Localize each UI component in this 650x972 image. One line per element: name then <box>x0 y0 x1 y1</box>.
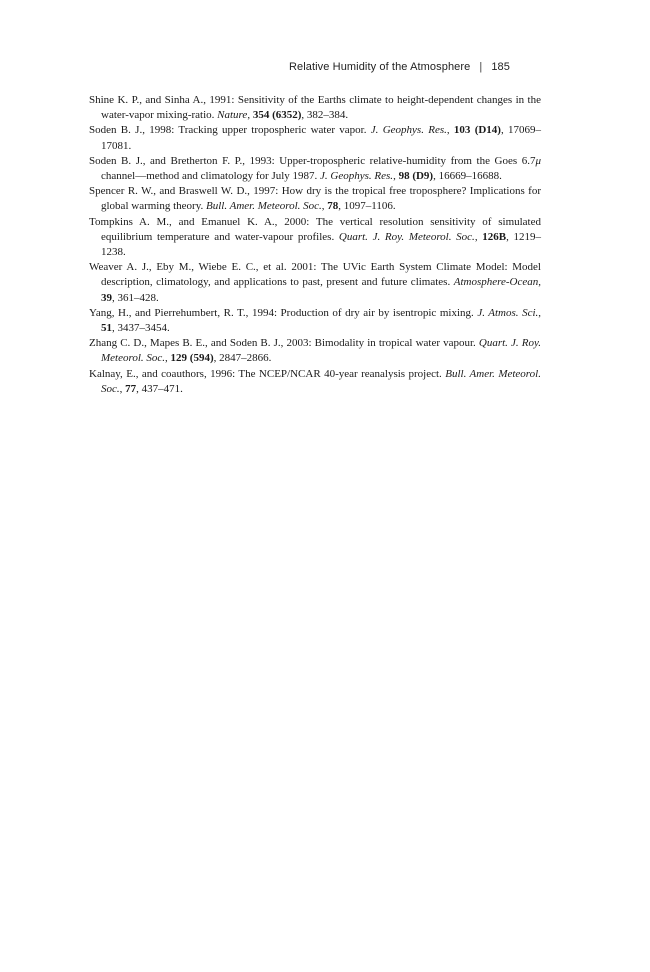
reference-entry <box>89 184 541 214</box>
reference-text: , 361–428. <box>112 291 159 304</box>
reference-journal: Atmosphere-Ocean <box>453 276 539 289</box>
reference-volume: 103 <box>453 124 471 137</box>
page-number: 185 <box>491 61 510 73</box>
reference-entry <box>89 367 541 397</box>
reference-text: channel—method and climatology for July 1987. <box>101 170 321 183</box>
reference-text: Kalnay, E., and coauthors, 1996: The NCEP/NCAR 40-year reanalysis project. <box>89 367 446 380</box>
reference-text: Soden B. J., 1998: Tracking upper tropospheric water vapor. <box>89 124 371 137</box>
running-header <box>289 61 510 73</box>
reference-text: , <box>393 170 399 183</box>
reference-text: , <box>247 109 253 122</box>
reference-journal: Quart. J. Roy. Meteorol. Soc. <box>338 230 475 243</box>
reference-entry <box>89 260 541 306</box>
reference-volume: 77 <box>125 382 137 395</box>
reference-text: Shine K. P., and Sinha A., 1991: Sensitivity of the Earths climate to height-dependent changes in the water-vapor mixing-ratio. <box>89 94 541 122</box>
reference-journal: J. Geophys. Res. <box>320 170 394 183</box>
reference-text: Yang, H., and Pierrehumbert, R. T., 1994: Production of dry air by isentropic mixing. <box>89 306 478 319</box>
reference-entry <box>89 215 541 261</box>
reference-text: , <box>474 230 483 243</box>
reference-volume: 98 (D9) <box>398 170 434 183</box>
reference-entry <box>89 336 541 366</box>
reference-journal: Quart. J. Roy. Meteorol. Soc. <box>101 337 541 365</box>
reference-journal: μ <box>535 154 541 167</box>
reference-text: , <box>446 124 454 137</box>
reference-text: , <box>165 352 171 365</box>
reference-volume: 354 (6352) <box>252 109 302 122</box>
reference-text: Zhang C. D., Mapes B. E., and Soden B. J., 2003: Bimodality in tropical water vapour. <box>89 337 479 350</box>
header-separator: | <box>479 61 483 73</box>
reference-volume: 51 <box>101 322 112 335</box>
reference-text: , 16669–16688. <box>433 170 502 183</box>
reference-volume: 78 <box>327 200 339 213</box>
reference-text: Soden B. J., and Bretherton F. P., 1993: Upper-tropospheric relative-humidity from the Goes 6.7 <box>89 154 536 167</box>
reference-text: , <box>538 306 542 319</box>
reference-text: , 17069–17081. <box>101 124 542 152</box>
reference-journal: J. Geophys. Res. <box>370 124 447 137</box>
reference-text: , 382–384. <box>301 109 349 122</box>
reference-journal: Bull. Amer. Meteorol. Soc. <box>101 367 541 395</box>
reference-text: , <box>538 276 541 289</box>
reference-text: , 2847–2866. <box>213 352 272 365</box>
reference-text: Weaver A. J., Eby M., Wiebe E. C., et al. 2001: The UVic Earth System Climate Model: Model description, climatology, and applications to past, present and future climates. <box>89 261 541 289</box>
reference-text: Spencer R. W., and Braswell W. D., 1997: How dry is the tropical free troposphere? Implications for global warming theory. <box>89 185 541 213</box>
reference-journal: Bull. Amer. Meteorol. Soc. <box>205 200 322 213</box>
reference-entry <box>89 93 541 123</box>
reference-text: , 1097–1106. <box>338 200 396 213</box>
reference-entry <box>89 154 541 184</box>
reference-journal: J. Atmos. Sci. <box>477 306 539 319</box>
reference-text: , 1219–1238. <box>101 230 542 259</box>
reference-entry <box>89 306 541 336</box>
reference-entry <box>89 123 541 153</box>
reference-text: , 3437–3454. <box>112 322 170 335</box>
reference-text: Tompkins A. M., and Emanuel K. A., 2000: The vertical resolution sensitivity of simulated equilibrium temperature and water-vapour profiles. <box>89 215 541 243</box>
reference-text: , 437–471. <box>136 382 183 395</box>
reference-journal: Nature <box>217 109 248 122</box>
reference-text: , <box>119 382 126 395</box>
running-title: Relative Humidity of the Atmosphere <box>288 61 471 73</box>
reference-volume: (D14) <box>474 124 501 137</box>
reference-text: , <box>321 200 328 213</box>
reference-volume: 129 (594) <box>170 352 214 365</box>
reference-list <box>89 93 541 397</box>
reference-volume: 126B <box>482 230 507 243</box>
reference-volume: 39 <box>101 291 112 304</box>
